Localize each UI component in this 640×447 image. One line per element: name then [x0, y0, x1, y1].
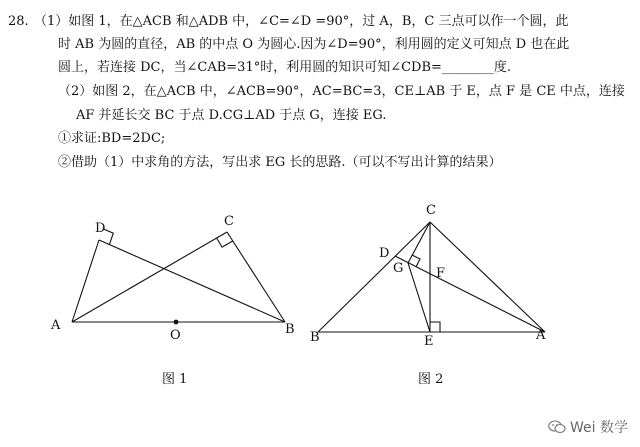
- watermark-text: Wei 数学: [570, 420, 628, 436]
- problem-number: 28.: [8, 14, 29, 29]
- figure-1: [72, 229, 285, 322]
- problem-line-5: AF 并延长交 BC 于点 D.CG⊥AD 于点 G，连接 EG.: [76, 108, 387, 123]
- center-point-O: [174, 320, 179, 325]
- fig2-label-F: F: [436, 266, 446, 281]
- fig1-label-O: O: [170, 328, 181, 343]
- fig1-label-D: D: [95, 221, 106, 236]
- watermark: [548, 417, 628, 437]
- fig2-label-G: G: [393, 261, 404, 276]
- problem-line-1: （1）如图 1，在△ACB 和△ADB 中，∠C=∠D =90°，过 A，B，C 三点可以作一个圆，此: [34, 14, 569, 29]
- problem-line-7: ②借助（1）中求角的方法，写出求 EG 长的思路.（可以不写出计算的结果）: [58, 155, 502, 170]
- fig2-label-A: A: [536, 328, 546, 343]
- fig2-label-E: E: [424, 334, 434, 349]
- figure-2-caption: 图 2: [418, 372, 444, 387]
- figure-1-caption: 图 1: [162, 372, 188, 387]
- segment-AD: [72, 240, 99, 322]
- problem-line-2: 时 AB 为圆的直径，AB 的中点 O 为圆心.因为∠D=90°，利用圆的定义可知点 D 也在此: [58, 37, 570, 52]
- segment-GE: [408, 263, 430, 332]
- segment-CA: [430, 222, 545, 332]
- wechat-icon: [548, 420, 566, 434]
- figure-2: [318, 222, 545, 332]
- problem-line-3: 圆上，若连接 DC，当∠CAB=31°时，利用圆的知识可知∠CDB=________度.: [58, 60, 512, 75]
- segment-CG: [408, 222, 430, 263]
- right-angle-E: [430, 322, 440, 332]
- segment-AC: [72, 232, 227, 322]
- problem-line-4: （2）如图 2，在△ACB 中，∠ACB=90°，AC=BC=3，CE⊥AB 于 E，点 F 是 CE 中点，连接: [58, 84, 625, 99]
- fig2-label-B: B: [310, 330, 320, 345]
- fig2-label-C: C: [426, 203, 436, 218]
- segment-CB: [227, 232, 285, 322]
- problem-line-6: ①求证:BD=2DC;: [58, 131, 166, 146]
- segment-BC: [318, 222, 430, 332]
- fig1-label-B: B: [285, 322, 295, 337]
- right-angle-C: [217, 238, 233, 247]
- fig1-label-C: C: [224, 214, 234, 229]
- fig1-label-A: A: [51, 318, 61, 333]
- fig2-label-D: D: [379, 246, 390, 261]
